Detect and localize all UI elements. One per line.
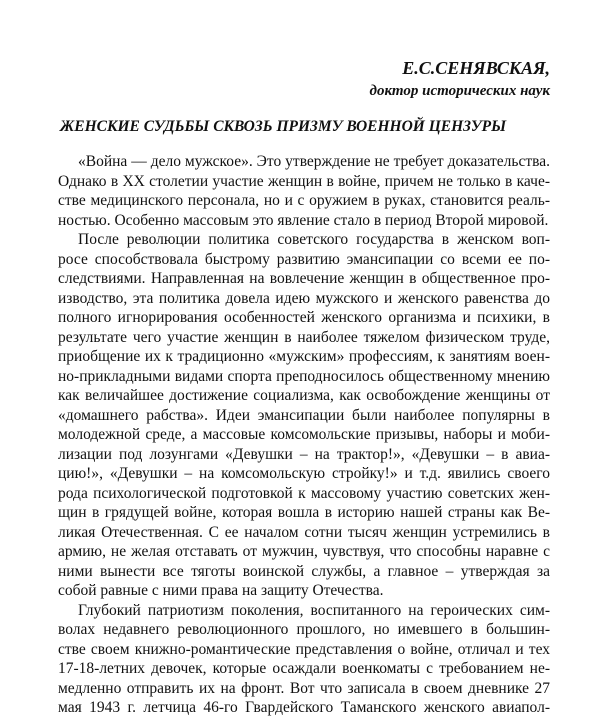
text-line: цию!», «Девушки – на комсомольскую стройку!» и т.д. явились своего bbox=[58, 465, 550, 482]
text-line: «домашнего рабства». Идеи эмансипации были наиболее популярны в bbox=[58, 406, 550, 424]
author-name: Е.С.СЕНЯВСКАЯ, bbox=[402, 58, 550, 78]
paragraph bbox=[58, 152, 550, 230]
text-line: стве своем книжно-романтические представления о войне, отличал и тех bbox=[58, 640, 550, 658]
article-title: ЖЕНСКИЕ СУДЬБЫ СКВОЗЬ ПРИЗМУ ВОЕННОЙ ЦЕНЗУРЫ bbox=[60, 118, 507, 135]
paragraph bbox=[58, 230, 550, 601]
text-line: собой равные с ними права на защиту Отечества. bbox=[58, 582, 384, 599]
text-line: результате чего участие женщин в наиболее тяжелом физическом труде, bbox=[58, 328, 550, 346]
text-line: ними вынести все тяготы воинской службы, а главное – утверждая за bbox=[58, 562, 550, 580]
text-line: как величайшее достижение социализма, как освобождение женщины от bbox=[58, 387, 550, 404]
text-line: полного игнорирования особенностей женского организма и психики, в bbox=[58, 309, 550, 326]
text-line: следствиями. Направленная на вовлечение женщин в общественное про- bbox=[58, 270, 550, 287]
text-line: мая 1943 г. летчица 46-го Гвардейского Таманского женского авиапол- bbox=[58, 699, 550, 716]
text-line: изводство, эта политика довела идею мужского и женского равенства до bbox=[58, 289, 550, 307]
article-body bbox=[58, 152, 550, 718]
paragraph bbox=[58, 601, 550, 718]
text-line: молодежной среде, а массовые комсомольские призывы, наборы и моби- bbox=[58, 426, 550, 443]
text-line: ностью. Особенно массовым это явление стало в период Второй мировой. bbox=[58, 211, 549, 229]
text-line: медленно отправить их на фронт. Вот что записала в своем дневнике 27 bbox=[58, 679, 550, 697]
text-line: Однако в XX столетии участие женщин в войне, причем не только в каче- bbox=[58, 172, 550, 190]
text-line: рода психологической подготовкой к массовому участию советских жен- bbox=[58, 484, 550, 502]
text-line: стве медицинского персонала, но и с оружием в руках, становится реаль- bbox=[58, 192, 550, 209]
text-line: но-прикладными видами спорта преподносилось общественному мнению bbox=[58, 367, 550, 385]
text-line: 17-18-летних девочек, которые осаждали военкоматы с требованием не- bbox=[58, 660, 550, 677]
text-line: приобщение их к традиционно «мужским» профессиям, к занятиям воен- bbox=[58, 348, 550, 365]
text-line: армию, не желая отставать от мужчин, чувствуя, что способны наравне с bbox=[58, 543, 550, 560]
text-line: После революции политика советского государства в женском воп- bbox=[78, 231, 550, 248]
text-line: волах недавнего революционного прошлого, но имевшего в большин- bbox=[58, 621, 550, 638]
author-credential: доктор исторических наук bbox=[369, 83, 550, 99]
text-line: лизации под лозунгами «Девушки – на трактор!», «Девушки – в авиа- bbox=[58, 445, 550, 463]
text-line: «Война — дело мужское». Это утверждение не требует доказательства. bbox=[78, 153, 550, 170]
text-line: Глубокий патриотизм поколения, воспитанного на героических сим- bbox=[78, 601, 550, 619]
text-line: щин в грядущей войне, которая вошла в историю нашей страны как Ве- bbox=[58, 504, 550, 521]
text-line: росе способствовала быстрому развитию эмансипации со всеми ее по- bbox=[58, 250, 550, 268]
text-line: ликая Отечественная. С ее началом сотни тысяч женщин устремились в bbox=[58, 523, 550, 541]
